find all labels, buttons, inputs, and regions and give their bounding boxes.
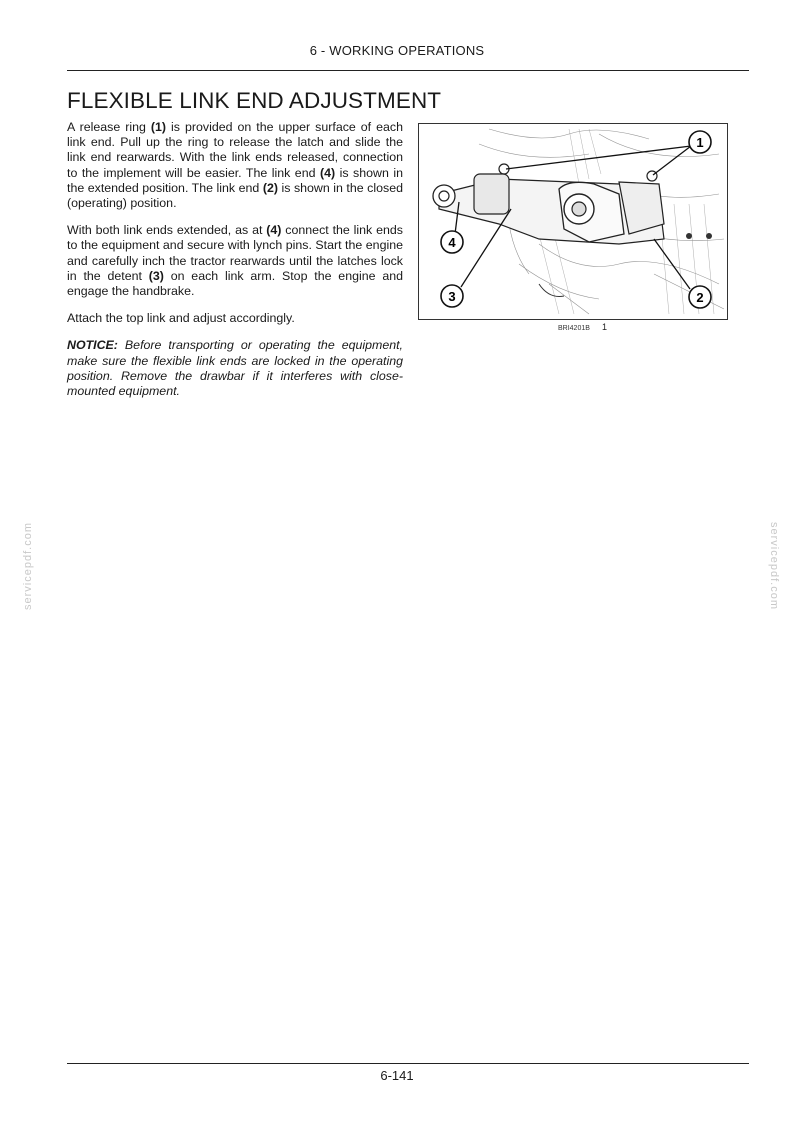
figure-illustration [418,123,728,320]
svg-text:1: 1 [696,135,704,150]
page-title: FLEXIBLE LINK END ADJUSTMENT [67,88,442,113]
watermark-right: servicepdf.com [767,522,780,610]
callout-4 [441,231,463,253]
body-text [67,120,403,411]
svg-text:2: 2 [696,290,704,305]
paragraph-3: Attach the top link and adjust accordingly. [67,311,295,326]
header-rule [67,70,749,71]
figure-number: 1 [602,322,608,332]
ref-4: (4) [266,223,282,238]
footer-rule [67,1063,749,1064]
ref-4: (4) [319,165,336,180]
callout-2 [689,286,711,308]
notice [67,338,403,399]
paragraph-2: With both link ends extended, as at (4) connect the link ends to the equipment and secure with lynch pins. Start the engine and carefully inch the tractor rearwards until the latches lock in the detent (3) on each link arm. Stop the engine and engage the handbrake. [67,223,403,299]
callout-1 [689,131,711,153]
callout-3 [441,285,463,307]
paragraph-1: A release ring (1) is provided on the upper surface of each link end. Pull up the ring to release the latch and slide the link end rearwards. With the link ends released, connection to the implement will be easier. The link end (4) is shown in the extended position. The link end (2) is shown in the closed (operating) position. [67,120,403,211]
watermark-left: servicepdf.com [21,522,34,610]
ref-3: (3) [148,268,164,283]
notice-text: Before transporting or operating the equipment, make sure the flexible link ends are locked in the operating position. Remove the drawbar if it interferes with close-mounted equipment. [67,338,403,399]
figure-code: BRI4201B [558,325,590,332]
svg-text:4: 4 [448,235,456,250]
page-number: 6-141 [380,1068,414,1083]
ref-2: (2) [262,180,278,195]
ref-1: (1) [150,120,167,134]
link-end-illustration [419,124,727,319]
header-section-title: 6 - WORKING OPERATIONS [309,43,485,58]
svg-text:3: 3 [448,289,456,304]
notice-label: NOTICE: [67,338,118,353]
